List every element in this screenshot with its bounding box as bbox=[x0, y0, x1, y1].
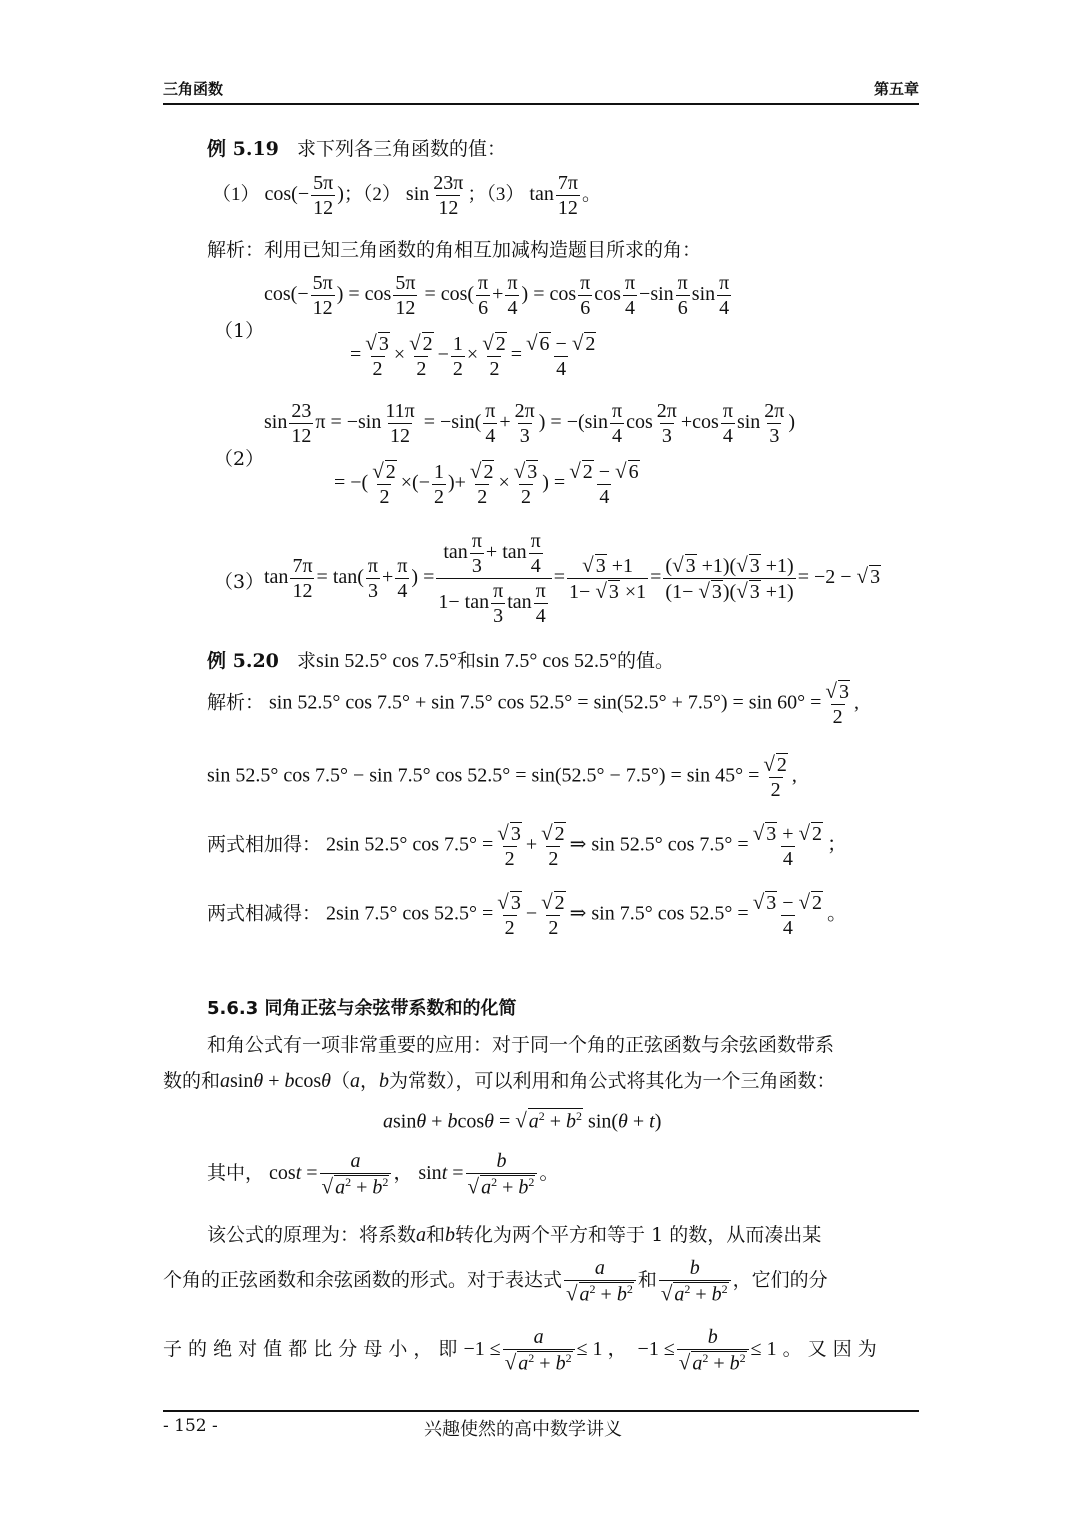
example-prompt: 求下列各三角函数的值： bbox=[297, 138, 507, 160]
solution-part-2-line-2: = −( $\frac{√ 2}{2}$ ×(− $\frac{1}{2}$ )+ $\frac{√ 2}{2}$ × $\frac{√ 3}{2}$ ) = $\frac{√ 2 - √ 6}{4}$ bbox=[334, 459, 639, 509]
example-label: 例 5.20 bbox=[207, 650, 279, 672]
section-heading: 5.6.3 同角正弦与余弦带系数和的化简 bbox=[207, 998, 517, 1019]
solution-part-1-line-2: = $\frac{√ 3}{2}$ × $\frac{√ 2}{2}$ − $\frac{1}{2}$ × $\frac{√ 2}{2}$ = $\frac{√ 6 - √ 2}{4}$ bbox=[350, 331, 596, 381]
example-5-19-heading bbox=[207, 134, 506, 161]
book-title: 兴趣使然的高中数学讲义 bbox=[424, 1419, 622, 1440]
body-paragraph-1-line-1: 和角公式有一项非常重要的应用：对于同一个角的正弦函数与余弦函数带系 bbox=[207, 1034, 835, 1056]
header-rule bbox=[163, 103, 919, 105]
header-chapter-number: 第五章 bbox=[873, 80, 919, 98]
solution-5-20-difference: 两式相减得： 2sin 7.5° cos 52.5° = $\frac{√ 3}{2}$ − $\frac{√ 2}{2}$ ⇒ sin 7.5° cos 52.5° = $\frac{√ 3 - √ 2}{4}$ 。 bbox=[207, 890, 848, 940]
body-paragraph-2-line-2: 个角的正弦函数和余弦函数的形式。对于表达式 $\frac{a}{√ a^2 + b^2}$ 和 $\frac{b}{√ a^2 + b^2}$ ，它们的分 bbox=[163, 1257, 828, 1306]
formula-auxiliary-angle: asinθ + bcosθ = √ $a^2 + b^2$ sin(θ + t) bbox=[383, 1108, 662, 1133]
body-paragraph-2-line-1: 该公式的原理为：将系数a和b转化为两个平方和等于 1 的数，从而凑出某 bbox=[207, 1224, 822, 1246]
solution-5-20-line-1: 解析： sin 52.5° cos 7.5° + sin 7.5° cos 52.5° = sin(52.5° + 7.5°) = sin 60° = $\frac{√ 3}{2}$ , bbox=[207, 679, 859, 729]
example-5-19-items: （1） cos(− $\frac{5\pi}{12}$ )；（2） sin $\frac{23\pi}{12}$ ；（3） tan $\frac{7\pi}{12}$ 。 bbox=[212, 172, 601, 219]
example-label: 例 5.19 bbox=[207, 138, 279, 160]
solution-5-19-intro: 解析：利用已知三角函数的角相互加减构造题目所求的角： bbox=[207, 239, 702, 261]
solution-part-3-label: （3） bbox=[214, 571, 265, 593]
solution-5-20-sum: 两式相加得： 2sin 52.5° cos 7.5° = $\frac{√ 3}{2}$ + $\frac{√ 2}{2}$ ⇒ sin 52.5° cos 7.5° = $\frac{√ 3 + √ 2}{4}$ ； bbox=[207, 821, 848, 871]
solution-part-2-label: （2） bbox=[214, 448, 265, 470]
solution-part-1-label: （1） bbox=[214, 320, 265, 342]
solution-part-1-line-1: cos(− $\frac{5\pi}{12}$ ) = cos $\frac{5\pi}{12}$ = cos( $\frac{\pi}{6}$ + $\frac{\pi}{4}$ ) = cos $\frac{\pi}{6}$ cos $\frac{\pi}{4}$ −sin $\frac{\pi}{6}$ sin $\frac{\pi}{4}$ bbox=[264, 272, 730, 319]
body-paragraph-2-line-3: 子 的 绝 对 值 都 比 分 母 小 ， 即 −1 ≤ $\frac{a}{√ a^2 + b^2}$ ≤ 1 ， −1 ≤ $\frac{b}{√ a^2 + b^2}$ ≤ 1 。 又 因 为 bbox=[163, 1326, 877, 1375]
solution-part-2-line-1: sin $\frac{23}{12}$ π = −sin $\frac{11\pi}{12}$ = −sin( $\frac{\pi}{4}$ + $\frac{2\pi}{3}$ ) = −(sin $\frac{\pi}{4}$ cos $\frac{2\pi}{3}$ +cos $\frac{\pi}{4}$ sin $\frac{2\pi}{3}$ ) bbox=[264, 400, 796, 447]
body-paragraph-1-line-2: 数的和asinθ + bcosθ（a，b为常数），可以利用和角公式将其化为一个三角函数： bbox=[163, 1070, 836, 1092]
solution-5-20-line-2: sin 52.5° cos 7.5° − sin 7.5° cos 52.5° = sin(52.5° − 7.5°) = sin 45° = $\frac{√ 2}{2}$ , bbox=[207, 752, 797, 802]
solution-part-3-line: tan $\frac{7\pi}{12}$ = tan( $\frac{\pi}{3}$ + $\frac{\pi}{4}$ ) = tan $\frac{\pi}{3}$ + tan $\frac{\pi}{4}$ 1− tan $\frac{\pi}{3}$ tan $\frac{\pi}{4}$ = $\frac{√ 3 +1}{1- √ 3 \times 1}$ = $\frac{(√ 3 +1)(√ 3 +1)}{(1- √ 3)(√ 3 +1)}$ = −2 − √ 3 bbox=[264, 530, 881, 627]
page-number: - 152 - bbox=[163, 1416, 218, 1436]
footer-rule bbox=[163, 1410, 919, 1412]
header-chapter-title: 三角函数 bbox=[163, 80, 224, 98]
formula-cos-sin-t: 其中， cost = $\frac{a}{√ a^2 + b^2}$ ， sint = $\frac{b}{√ a^2 + b^2}$ 。 bbox=[207, 1150, 560, 1199]
example-5-20-heading: 例 5.20 求sin 52.5° cos 7.5°和sin 7.5° cos 52.5°的值。 bbox=[207, 650, 675, 672]
